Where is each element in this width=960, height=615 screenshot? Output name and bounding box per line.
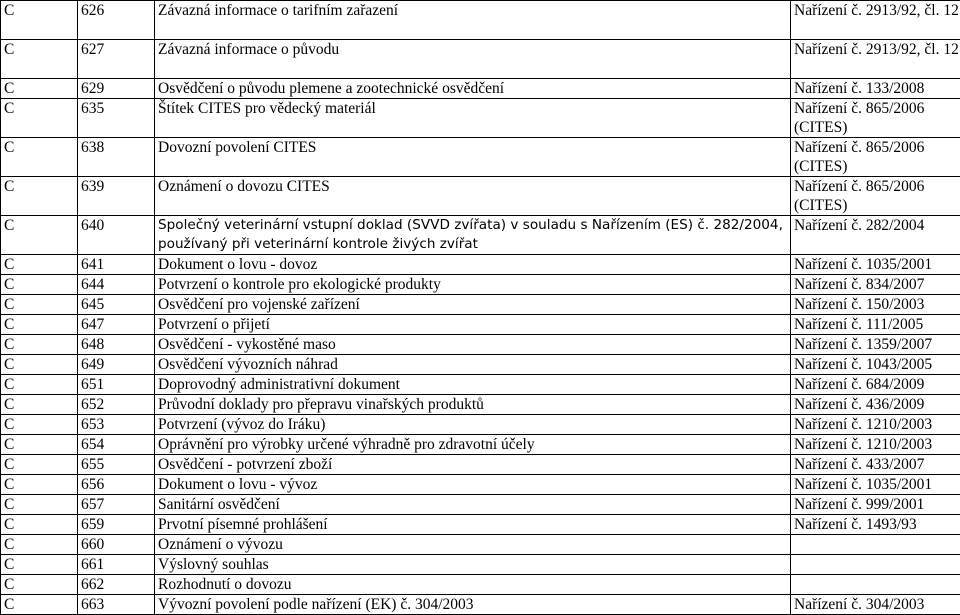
document-code-cell: 657 [78,495,155,515]
legal-reference-cell: Nařízení č. 834/2007 [791,275,960,295]
document-code-cell: 635 [78,99,155,138]
document-description-cell: Osvědčení pro vojenské zařízení [155,295,791,315]
legal-reference-cell: Nařízení č. 1210/2003 [791,435,960,455]
document-description-cell: Závazná informace o původu [155,40,791,79]
document-type-cell: C [1,575,78,595]
document-description-cell: Štítek CITES pro vědecký materiál [155,99,791,138]
legal-reference-cell [791,575,960,595]
document-code-cell: 627 [78,40,155,79]
document-description-cell: Osvědčení vývozních náhrad [155,355,791,375]
legal-reference-cell: Nařízení č. 865/2006 (CITES) [791,177,960,216]
document-code-cell: 663 [78,595,155,615]
document-code-cell: 659 [78,515,155,535]
document-code-cell: 649 [78,355,155,375]
legal-reference-cell: Nařízení č. 2913/92, čl. 12 [791,40,960,79]
table-row [1,575,960,595]
legal-reference-cell: Nařízení č. 133/2008 [791,79,960,99]
document-type-cell: C [1,40,78,79]
table-row [1,355,960,375]
table-row [1,40,960,79]
document-code-cell: 661 [78,555,155,575]
table-row [1,177,960,216]
table-row [1,138,960,177]
document-code-cell: 651 [78,375,155,395]
document-type-cell: C [1,1,78,40]
document-description-cell: Závazná informace o tarifním zařazení [155,1,791,40]
table-row [1,455,960,475]
document-type-cell: C [1,435,78,455]
document-code-cell: 652 [78,395,155,415]
document-type-cell: C [1,99,78,138]
document-type-cell: C [1,177,78,216]
table-row [1,535,960,555]
document-description-cell: Oprávnění pro výrobky určené výhradně pro zdravotní účely [155,435,791,455]
document-code-cell: 647 [78,315,155,335]
legal-reference-cell: Nařízení č. 150/2003 [791,295,960,315]
document-type-cell: C [1,415,78,435]
document-code-cell: 644 [78,275,155,295]
legal-reference-cell: Nařízení č. 436/2009 [791,395,960,415]
document-description-cell: Dovozní povolení CITES [155,138,791,177]
table-row [1,315,960,335]
document-description-cell: Sanitární osvědčení [155,495,791,515]
document-type-cell: C [1,455,78,475]
document-type-cell: C [1,495,78,515]
document-code-cell: 626 [78,1,155,40]
legal-reference-cell: Nařízení č. 684/2009 [791,375,960,395]
document-description-cell: Oznámení o vývozu [155,535,791,555]
document-description-cell: Osvědčení - potvrzení zboží [155,455,791,475]
document-code-cell: 639 [78,177,155,216]
document-code-cell: 641 [78,255,155,275]
legal-reference-cell: Nařízení č. 1493/93 [791,515,960,535]
table-row [1,79,960,99]
document-type-cell: C [1,355,78,375]
table-row [1,555,960,575]
document-description-cell: Průvodní doklady pro přepravu vinařských produktů [155,395,791,415]
table-row [1,515,960,535]
document-type-cell: C [1,475,78,495]
document-type-cell: C [1,535,78,555]
document-description-cell: Dokument o lovu - vývoz [155,475,791,495]
table-row [1,295,960,315]
document-code-cell: 629 [78,79,155,99]
document-type-cell: C [1,275,78,295]
legal-reference-cell: Nařízení č. 433/2007 [791,455,960,475]
table-row [1,99,960,138]
legal-reference-cell: Nařízení č. 865/2006 (CITES) [791,99,960,138]
table-row [1,395,960,415]
document-code-cell: 656 [78,475,155,495]
document-description-cell: Oznámení o dovozu CITES [155,177,791,216]
document-code-cell: 660 [78,535,155,555]
document-description-cell: Společný veterinární vstupní doklad (SVVD zvířata) v souladu s Nařízením (ES) č. 282/2004, používaný při veterinární kontrole živých zvířat [155,216,791,255]
legal-reference-cell: Nařízení č. 282/2004 [791,216,960,255]
document-code-cell: 655 [78,455,155,475]
document-type-cell: C [1,595,78,615]
document-type-cell: C [1,79,78,99]
document-type-cell: C [1,555,78,575]
table-row [1,216,960,255]
document-code-cell: 648 [78,335,155,355]
document-type-cell: C [1,216,78,255]
document-type-cell: C [1,395,78,415]
document-description-cell: Osvědčení - vykostěné maso [155,335,791,355]
table-body [1,1,960,615]
document-type-cell: C [1,255,78,275]
document-code-cell: 653 [78,415,155,435]
document-code-cell: 645 [78,295,155,315]
document-code-cell: 654 [78,435,155,455]
document-description-cell: Vývozní povolení podle nařízení (EK) č. 304/2003 [155,595,791,615]
table-row [1,335,960,355]
document-type-cell: C [1,138,78,177]
legal-reference-cell: Nařízení č. 111/2005 [791,315,960,335]
document-type-cell: C [1,295,78,315]
table-row [1,255,960,275]
document-type-cell: C [1,335,78,355]
table-row [1,275,960,295]
document-description-cell: Doprovodný administrativní dokument [155,375,791,395]
table-row [1,495,960,515]
table-row [1,375,960,395]
document-description-cell: Výslovný souhlas [155,555,791,575]
document-type-cell: C [1,515,78,535]
document-type-cell: C [1,315,78,335]
document-type-cell: C [1,375,78,395]
legal-reference-cell: Nařízení č. 1035/2001 [791,475,960,495]
legal-reference-cell: Nařízení č. 304/2003 [791,595,960,615]
legal-reference-cell: Nařízení č. 1035/2001 [791,255,960,275]
legal-reference-cell [791,535,960,555]
document-description-cell: Osvědčení o původu plemene a zootechnické osvědčení [155,79,791,99]
legal-reference-cell: Nařízení č. 1043/2005 [791,355,960,375]
table-row [1,595,960,615]
table-row [1,415,960,435]
document-description-cell: Prvotní písemné prohlášení [155,515,791,535]
legal-reference-cell [791,555,960,575]
table-row [1,475,960,495]
document-description-cell: Rozhodnutí o dovozu [155,575,791,595]
document-code-cell: 662 [78,575,155,595]
document-description-cell: Potvrzení o přijetí [155,315,791,335]
document-description-cell: Potvrzení (vývoz do Iráku) [155,415,791,435]
table-row [1,435,960,455]
document-code-cell: 640 [78,216,155,255]
legal-reference-cell: Nařízení č. 2913/92, čl. 12 [791,1,960,40]
document-description-cell: Potvrzení o kontrole pro ekologické produkty [155,275,791,295]
legal-reference-cell: Nařízení č. 1359/2007 [791,335,960,355]
table-row [1,1,960,40]
legal-reference-cell: Nařízení č. 865/2006 (CITES) [791,138,960,177]
document-description-cell: Dokument o lovu - dovoz [155,255,791,275]
legal-reference-cell: Nařízení č. 1210/2003 [791,415,960,435]
document-code-cell: 638 [78,138,155,177]
legal-reference-cell: Nařízení č. 999/2001 [791,495,960,515]
